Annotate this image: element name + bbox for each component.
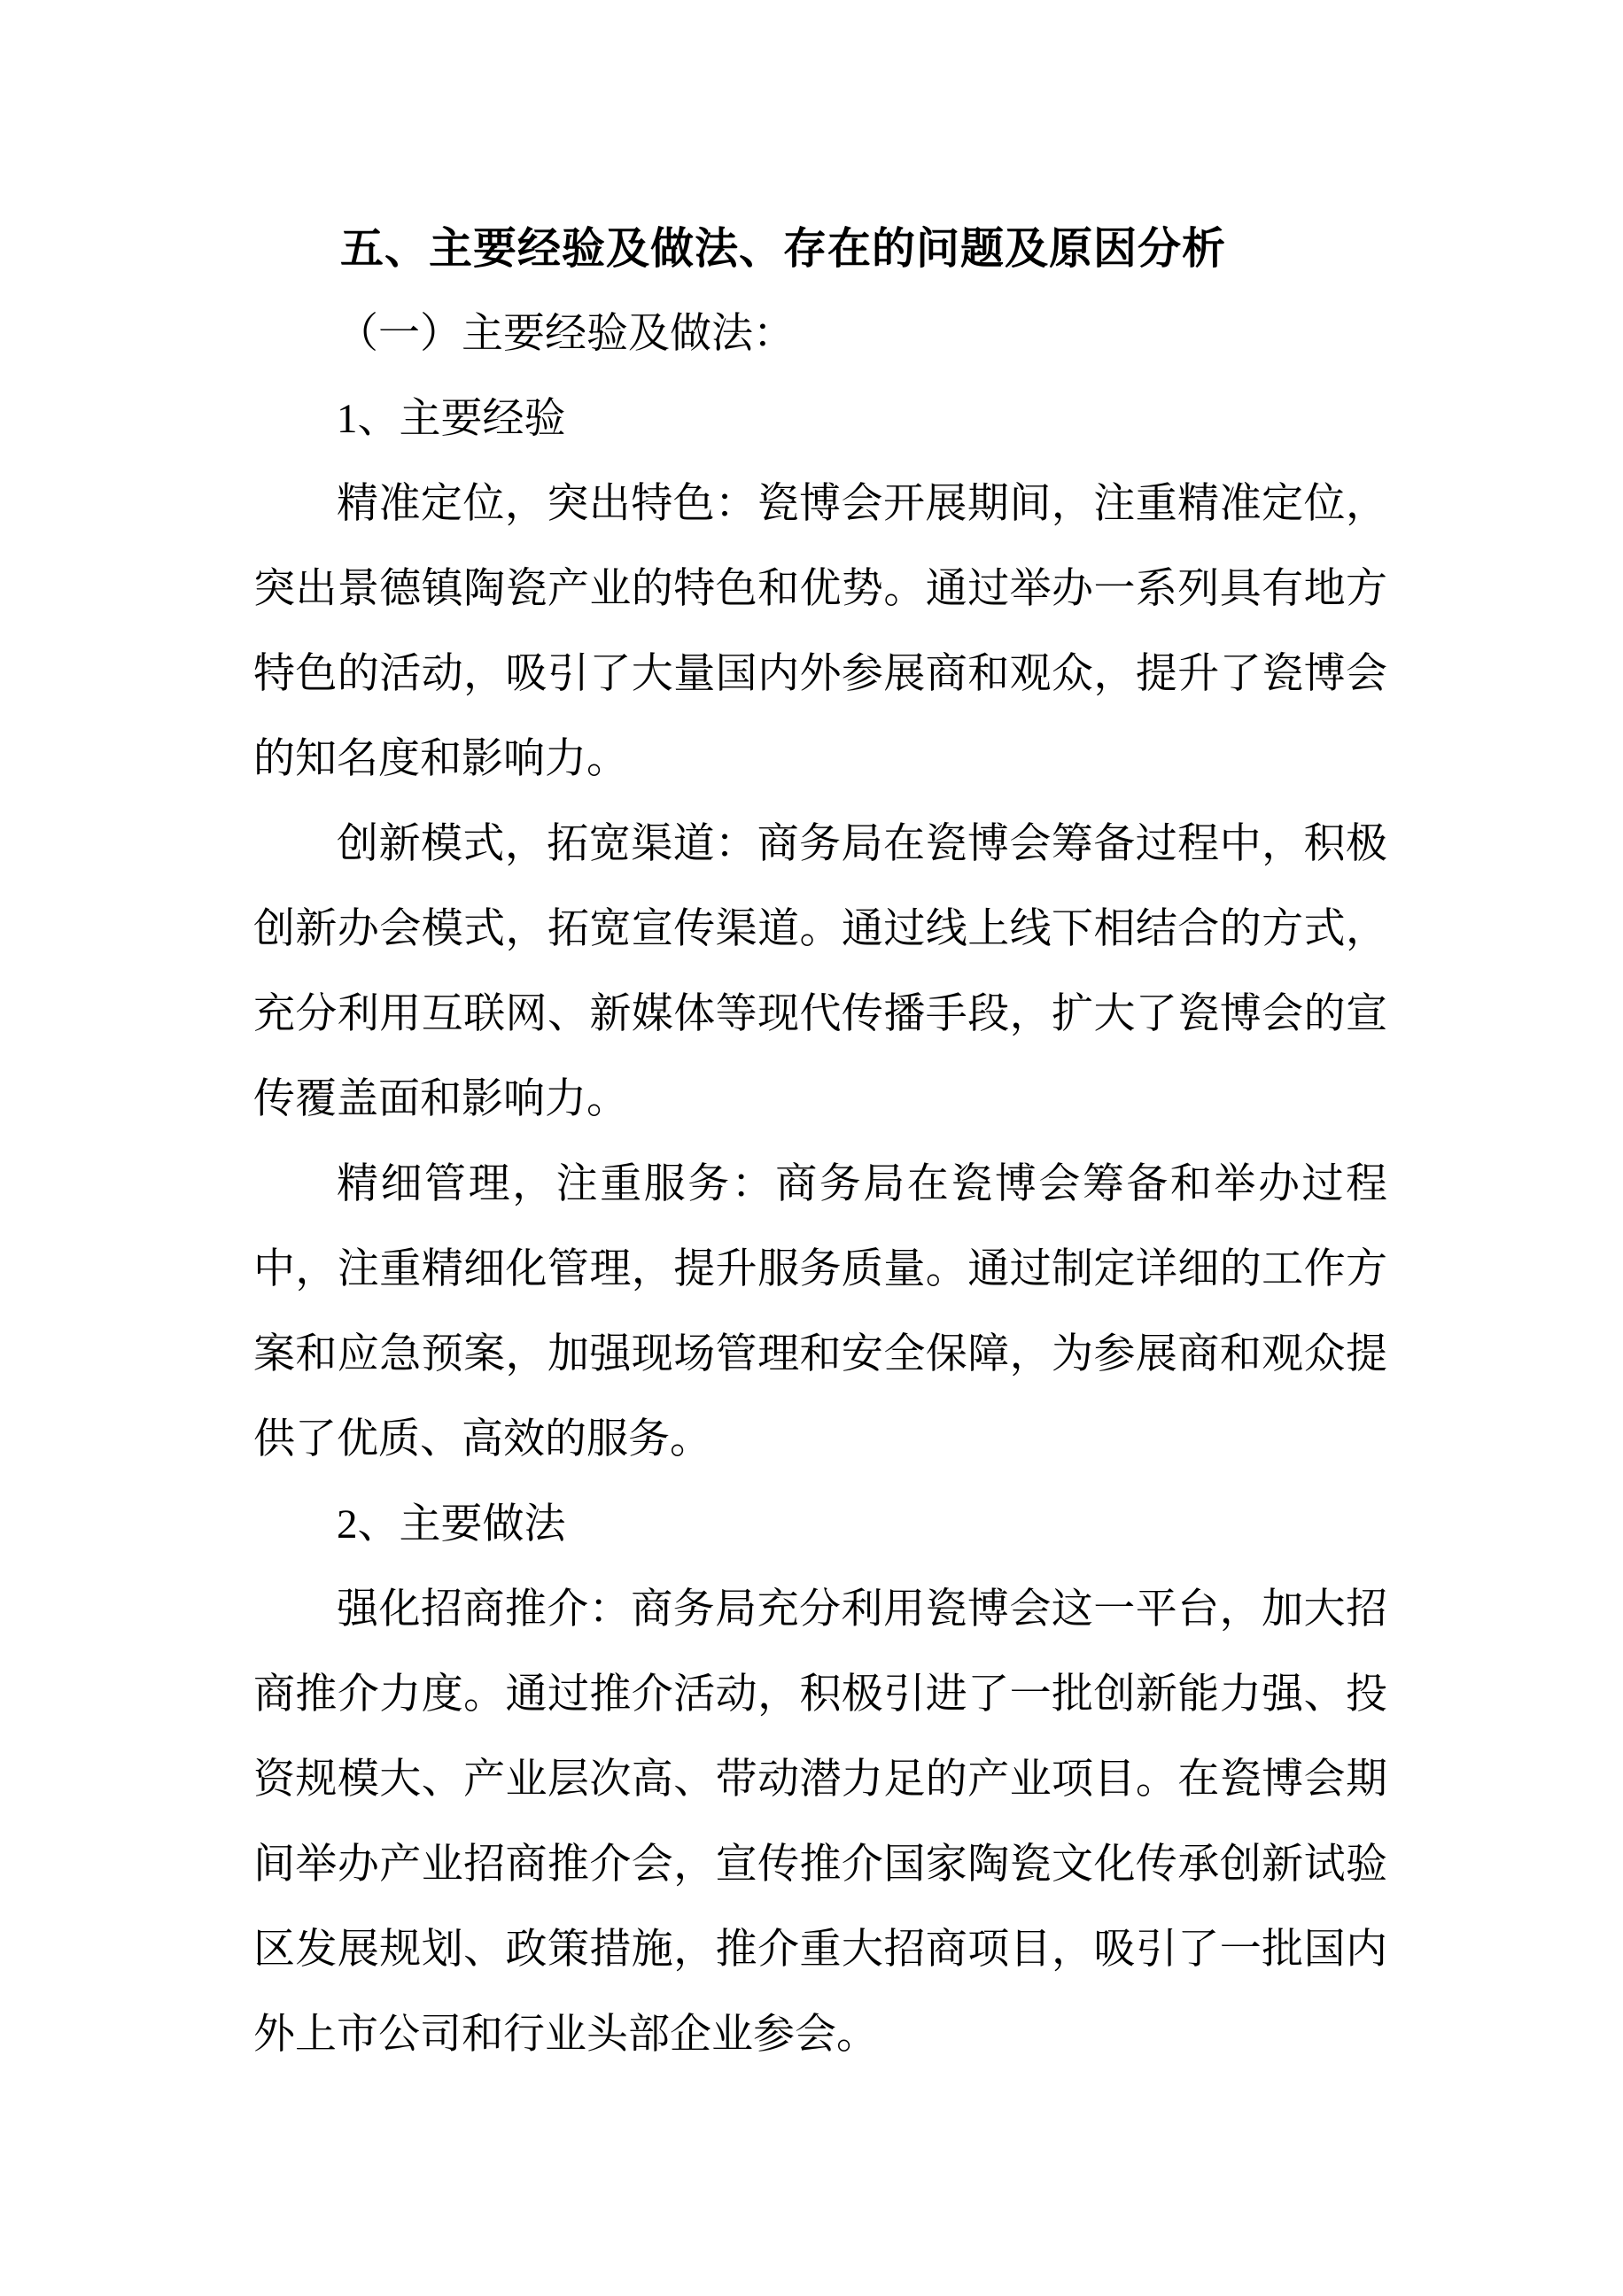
subheading-main-experience-and-practices: （一）主要经验及做法： <box>337 311 795 357</box>
paragraph-fine-management: 精细管理，注重服务：商务局在瓷博会筹备和举办过程中，注重精细化管理，提升服务质量。通过制定详细的工作方案和应急预案，加强现场管理和安全保障，为参展商和观众提供了优质、高效的服务。 <box>253 1161 1387 1462</box>
paragraph-investment-promotion: 强化招商推介：商务局充分利用瓷博会这一平台，加大招商推介力度。通过推介活动，积极引进了一批创新能力强、投资规模大、产业层次高、带动潜力足的产业项目。在瓷博会期间举办产业招商推介会，宣传推介国家陶瓷文化传承创新试验区发展规划、政策措施，推介重大招商项目，吸引了一批国内外上市公司和行业头部企业参会。 <box>253 1586 1387 2058</box>
section-heading: 五、主要经验及做法、存在的问题及原因分析 <box>340 225 1227 273</box>
subheading-main-practices: 2、主要做法 <box>337 1501 566 1547</box>
paragraph-innovative-model: 创新模式，拓宽渠道：商务局在瓷博会筹备过程中，积极创新办会模式，拓宽宣传渠道。通过线上线下相结合的方式，充分利用互联网、新媒体等现代传播手段，扩大了瓷博会的宣传覆盖面和影响力。 <box>253 821 1387 1122</box>
subheading-main-experience: 1、主要经验 <box>337 396 566 442</box>
document-body <box>253 206 1387 2077</box>
paragraph-precise-positioning: 精准定位，突出特色：瓷博会开展期间，注重精准定位，突出景德镇陶瓷产业的特色和优势。通过举办一系列具有地方特色的活动，吸引了大量国内外参展商和观众，提升了瓷博会的知名度和影响力。 <box>253 481 1387 782</box>
